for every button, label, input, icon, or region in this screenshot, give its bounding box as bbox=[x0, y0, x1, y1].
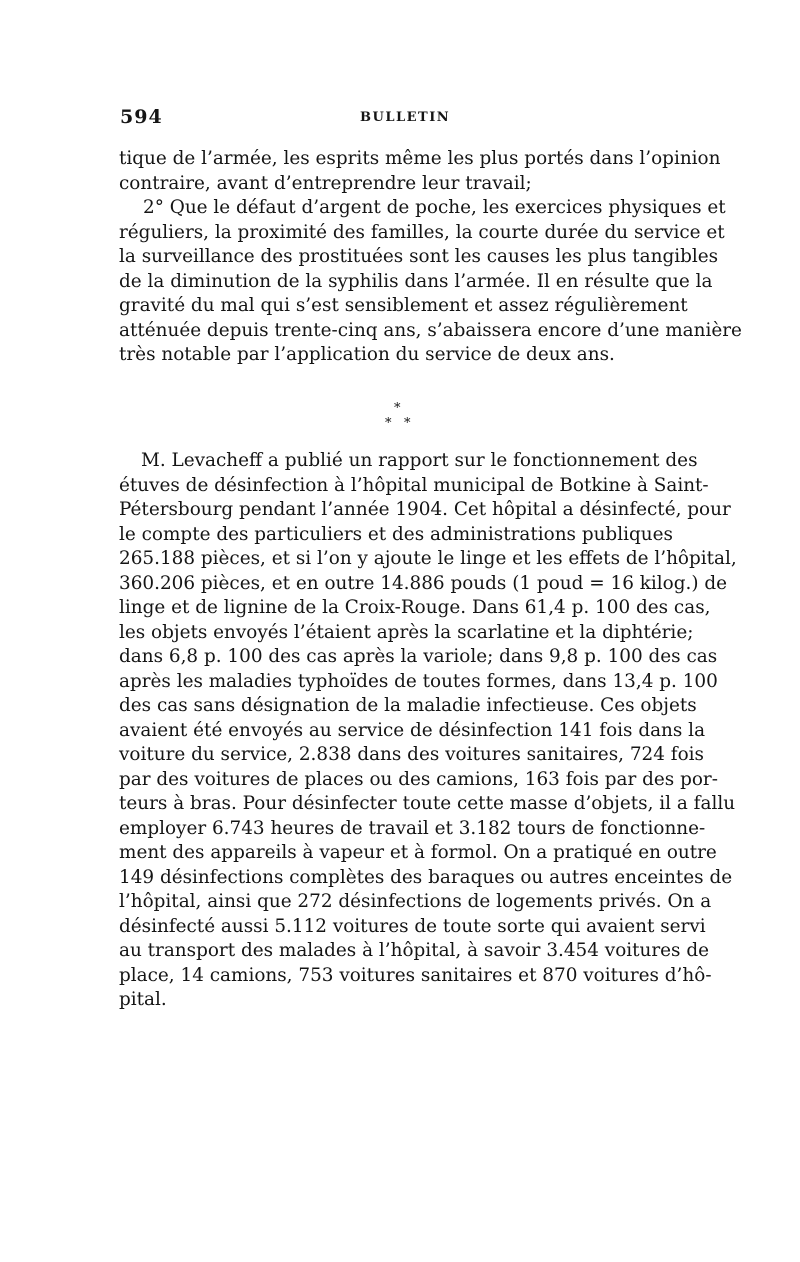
text-line: 149 désinfections complètes des baraques ou autres enceintes de bbox=[119, 866, 733, 888]
asterisk-glyph: * bbox=[394, 401, 401, 416]
text-line: désinfecté aussi 5.112 voitures de toute sorte qui avaient servi bbox=[119, 915, 706, 937]
paragraph-levacheff-report bbox=[119, 449, 737, 1013]
text-line: après les maladies typhoïdes de toutes formes, dans 13,4 p. 100 bbox=[119, 670, 718, 692]
paragraph-conclusions bbox=[119, 147, 742, 368]
text-line: par des voitures de places ou des camions, 163 fois par des por- bbox=[119, 768, 718, 790]
text-line: la surveillance des prostituées sont les causes les plus tangibles bbox=[119, 246, 719, 267]
text-line: 265.188 pièces, et si l’on y ajoute le linge et les effets de l’hôpital, bbox=[119, 548, 737, 569]
text-line: M. Levacheff a publié un rapport sur le fonctionnement des bbox=[141, 450, 698, 471]
text-line: ment des appareils à vapeur et à formol. On a pratiqué en outre bbox=[119, 842, 717, 863]
text-line: pital. bbox=[119, 989, 167, 1010]
text-line: très notable par l’application du service de deux ans. bbox=[119, 344, 615, 365]
text-line: contraire, avant d’entreprendre leur travail; bbox=[119, 172, 532, 194]
text-line: 2° Que le défaut d’argent de poche, les exercices physiques et bbox=[143, 197, 726, 218]
asterism-separator bbox=[372, 402, 432, 436]
text-line: 360.206 pièces, et en outre 14.886 pouds (1 poud = 16 kilog.) de bbox=[119, 572, 728, 594]
text-line: les objets envoyés l’étaient après la scarlatine et la diphtérie; bbox=[119, 621, 694, 643]
text-line: au transport des malades à l’hôpital, à savoir 3.454 voitures de bbox=[119, 940, 710, 961]
asterisk-glyph: * bbox=[385, 416, 392, 431]
text-line: place, 14 camions, 753 voitures sanitaires et 870 voitures d’hô- bbox=[119, 964, 712, 986]
running-title: BULLETIN bbox=[360, 110, 451, 125]
page-number: 594 bbox=[120, 106, 163, 128]
page-header bbox=[120, 106, 672, 132]
text-line: teurs à bras. Pour désinfecter toute cette masse d’objets, il a fallu bbox=[119, 793, 736, 814]
text-line: linge et de lignine de la Croix-Rouge. Dans 61,4 p. 100 des cas, bbox=[119, 597, 711, 618]
text-line: avaient été envoyés au service de désinfection 141 fois dans la bbox=[119, 719, 706, 741]
text-line: dans 6,8 p. 100 des cas après la variole; dans 9,8 p. 100 des cas bbox=[119, 646, 718, 667]
text-line: Pétersbourg pendant l’année 1904. Cet hôpital a désinfecté, pour bbox=[119, 499, 731, 520]
text-line: tique de l’armée, les esprits même les plus portés dans l’opinion bbox=[119, 148, 721, 169]
text-line: étuves de désinfection à l’hôpital municipal de Botkine à Saint- bbox=[119, 474, 709, 496]
text-line: de la diminution de la syphilis dans l’armée. Il en résulte que la bbox=[119, 270, 713, 292]
text-line: l’hôpital, ainsi que 272 désinfections de logements privés. On a bbox=[119, 891, 712, 912]
text-line: réguliers, la proximité des familles, la courte durée du service et bbox=[119, 221, 725, 243]
text-line: atténuée depuis trente-cinq ans, s’abaissera encore d’une manière bbox=[119, 319, 742, 341]
text-line: gravité du mal qui s’est sensiblement et assez régulièrement bbox=[119, 295, 688, 316]
text-line: le compte des particuliers et des administrations publiques bbox=[119, 523, 673, 545]
text-line: voiture du service, 2.838 dans des voitures sanitaires, 724 fois bbox=[119, 744, 704, 765]
asterisk-glyph: * bbox=[404, 416, 411, 431]
text-line: employer 6.743 heures de travail et 3.182 tours de fonctionne- bbox=[119, 817, 706, 839]
text-line: des cas sans désignation de la maladie infectieuse. Ces objets bbox=[119, 695, 697, 716]
